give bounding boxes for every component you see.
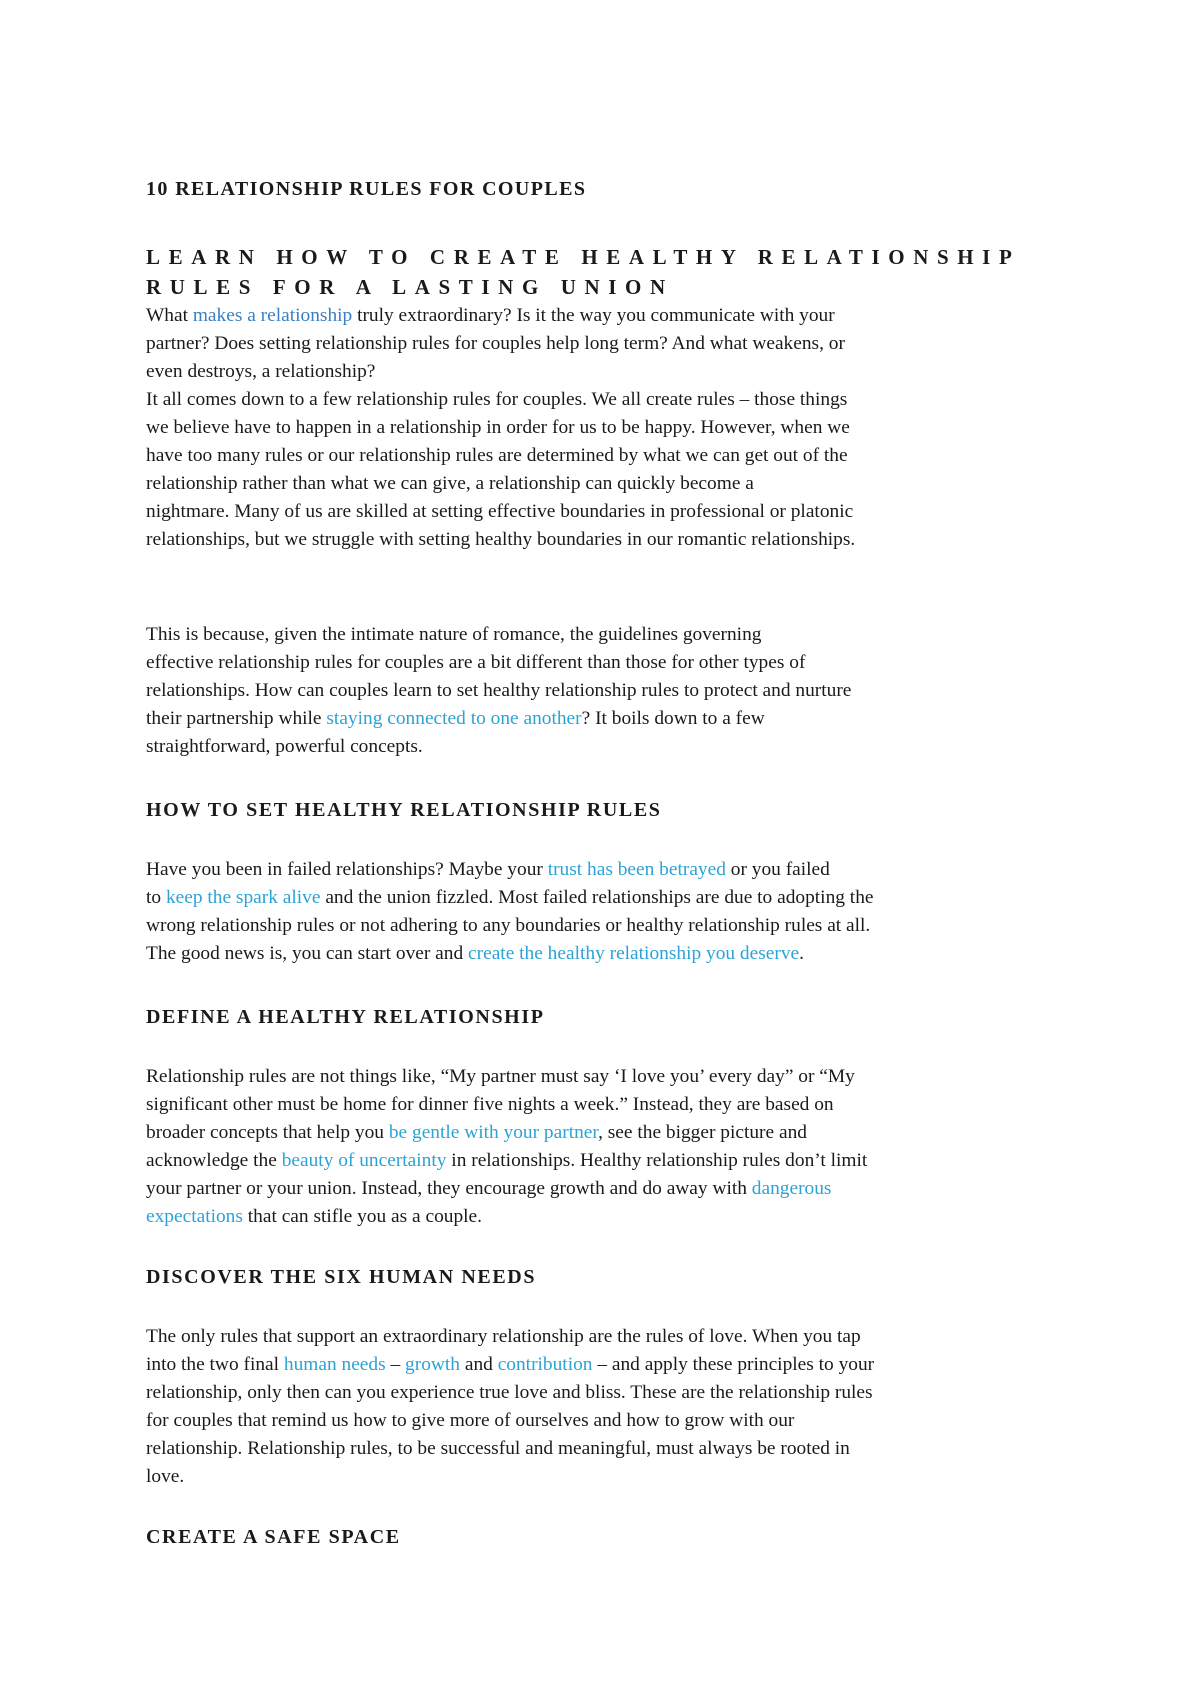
text-line: wrong relationship rules or not adhering to any boundaries or healthy relationship rules at all. [146, 915, 871, 936]
link-beauty-of-uncertainty[interactable]: beauty of uncertainty [281, 1150, 447, 1171]
link-dangerous-expectations[interactable]: expectations [146, 1206, 243, 1227]
document-title: 10 RELATIONSHIP RULES FOR COUPLES [146, 178, 587, 200]
text-run: to [146, 887, 166, 908]
text-run: What [146, 305, 193, 326]
subtitle-line: LEARN HOW TO CREATE HEALTHY RELATIONSHIP [146, 245, 1021, 269]
link-dangerous-expectations[interactable]: dangerous [751, 1178, 832, 1199]
text-run: – [385, 1354, 406, 1375]
text-line [146, 1119, 1076, 1147]
link-contribution[interactable]: contribution [497, 1354, 593, 1375]
text-line: relationship. Relationship rules, to be successful and meaningful, must always be rooted in [146, 1438, 850, 1459]
section-heading: HOW TO SET HEALTHY RELATIONSHIP RULES [146, 799, 662, 821]
document-subtitle [146, 242, 1046, 302]
link-be-gentle[interactable]: be gentle with your partner [388, 1122, 599, 1143]
link-makes-a-relationship[interactable]: makes a relationship [192, 305, 353, 326]
text-run: your partner or your union. Instead, they encourage growth and do away with [146, 1178, 752, 1199]
text-line: even destroys, a relationship? [146, 361, 376, 382]
link-keep-spark-alive[interactable]: keep the spark alive [165, 887, 321, 908]
text-line [146, 1147, 1076, 1175]
text-line: This is because, given the intimate nature of romance, the guidelines governing [146, 624, 762, 645]
section-heading: DEFINE A HEALTHY RELATIONSHIP [146, 1006, 545, 1028]
text-run: in relationships. Healthy relationship rules don’t limit [446, 1150, 868, 1171]
body-paragraph [146, 621, 1076, 761]
text-run: their partnership while [146, 708, 327, 729]
text-run: Have you been in failed relationships? Maybe your [146, 859, 548, 880]
link-create-healthy-relationship[interactable]: create the healthy relationship you deserve [468, 943, 800, 964]
link-trust-betrayed[interactable]: trust has been betrayed [547, 859, 726, 880]
link-staying-connected[interactable]: staying connected to one another [326, 708, 582, 729]
text-line: effective relationship rules for couples are a bit different than those for other types of [146, 652, 806, 673]
subtitle-line: RULES FOR A LASTING UNION [146, 275, 674, 299]
text-line [146, 705, 1076, 733]
text-run: ? It boils down to a few [581, 708, 765, 729]
text-run: . [799, 943, 805, 964]
text-line [146, 1203, 1076, 1231]
text-run: The good news is, you can start over and [146, 943, 469, 964]
text-line [146, 884, 1076, 912]
text-line [146, 1175, 1076, 1203]
text-line: we believe have to happen in a relationship in order for us to be happy. However, when we [146, 417, 850, 438]
link-growth[interactable]: growth [405, 1354, 460, 1375]
text-line: nightmare. Many of us are skilled at setting effective boundaries in professional or platonic [146, 501, 854, 522]
text-run: broader concepts that help you [146, 1122, 389, 1143]
text-line: relationship, only then can you experience true love and bliss. These are the relationship rules [146, 1382, 873, 1403]
text-line: straightforward, powerful concepts. [146, 736, 423, 757]
intro-paragraph [146, 302, 1076, 554]
text-run: truly extraordinary? Is it the way you communicate with your [352, 305, 835, 326]
text-line: for couples that remind us how to give more of ourselves and how to grow with our [146, 1410, 795, 1431]
text-line: partner? Does setting relationship rules for couples help long term? And what weakens, or [146, 333, 845, 354]
text-run: and the union fizzled. Most failed relationships are due to adopting the [320, 887, 874, 908]
text-run: that can stifle you as a couple. [242, 1206, 482, 1227]
text-line: The only rules that support an extraordinary relationship are the rules of love. When you tap [146, 1326, 861, 1347]
text-line: significant other must be home for dinner five nights a week.” Instead, they are based on [146, 1094, 834, 1115]
section-heading: DISCOVER THE SIX HUMAN NEEDS [146, 1266, 537, 1288]
text-run: into the two final [146, 1354, 284, 1375]
body-paragraph [146, 1063, 1076, 1231]
text-line: have too many rules or our relationship rules are determined by what we can get out of the [146, 445, 848, 466]
text-run: – and apply these principles to your [592, 1354, 875, 1375]
text-line [146, 940, 1076, 968]
text-line: relationship rather than what we can give, a relationship can quickly become a [146, 473, 754, 494]
link-human-needs[interactable]: human needs [283, 1354, 386, 1375]
body-paragraph [146, 1323, 1076, 1491]
text-line: It all comes down to a few relationship rules for couples. We all create rules – those things [146, 389, 848, 410]
text-line [146, 302, 1076, 330]
text-run: or you failed [725, 859, 830, 880]
text-line: relationships. How can couples learn to set healthy relationship rules to protect and nurture [146, 680, 852, 701]
text-line [146, 1351, 1076, 1379]
text-line: love. [146, 1466, 185, 1487]
section-heading: CREATE A SAFE SPACE [146, 1526, 401, 1548]
text-line [146, 856, 1076, 884]
text-run: , see the bigger picture and [598, 1122, 807, 1143]
text-line: relationships, but we struggle with setting healthy boundaries in our romantic relationships. [146, 529, 856, 550]
text-run: acknowledge the [146, 1150, 282, 1171]
body-paragraph [146, 856, 1076, 968]
text-line: Relationship rules are not things like, “My partner must say ‘I love you’ every day” or “My [146, 1066, 855, 1087]
text-run: and [459, 1354, 498, 1375]
